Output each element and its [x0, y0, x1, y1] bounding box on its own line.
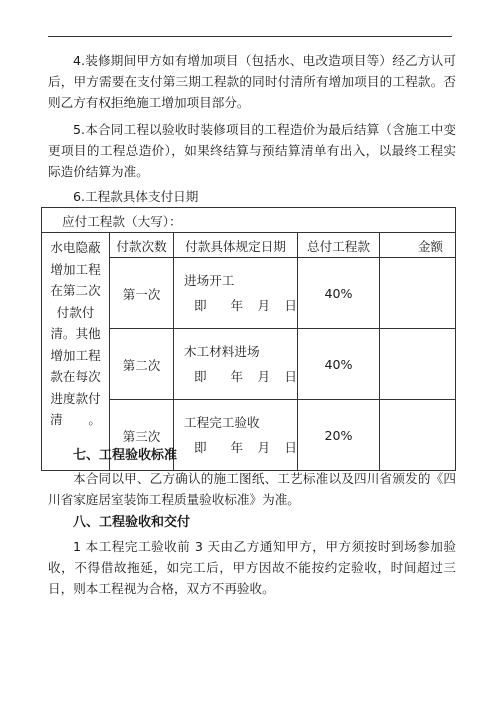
- date-year: 年: [230, 298, 244, 313]
- header-rule: [48, 36, 452, 37]
- date-day: 日: [284, 298, 297, 313]
- installment-condition: [174, 329, 298, 400]
- installment-condition: [174, 258, 298, 329]
- condition-text: 木工材料进场: [184, 344, 260, 359]
- condition-text: 工程完工验收: [184, 415, 260, 430]
- installment-percent: 40%: [298, 329, 380, 400]
- date-month: 月: [257, 440, 271, 455]
- date-year: 年: [230, 440, 244, 455]
- payment-schedule-table: [41, 207, 456, 471]
- section-8-body: 1 本工程完工验收前 3 天由乙方通知甲方，甲方须按时到场参加验收，不得借故拖延，如完工后，甲方因故不能按约定验收，时间超过三日，则本工程视为合格，双方不再验收。: [48, 539, 456, 596]
- section-7-body: 本合同以甲、乙方确认的施工图纸、工艺标准以及四川省颁发的《四川省家庭居室装饰工程质量验收标准》为准。: [48, 471, 456, 507]
- section-7-heading: 七、工程验收标准: [73, 448, 178, 463]
- date-lead: 即: [194, 298, 207, 313]
- clause-4: 4.装修期间甲方如有增加项目（包括水、电改造项目等）经乙方认可后，甲方需要在支付第三期工程款的同时付清所有增加项目的工程款。否则乙方有权拒绝施工增加项目部分。: [48, 53, 456, 110]
- date-blanks: [184, 293, 297, 318]
- header-condition: 付款具体规定日期: [174, 233, 298, 258]
- header-count: 付款次数: [110, 233, 174, 258]
- date-month: 月: [257, 369, 271, 384]
- installment-amount: [380, 400, 456, 471]
- installment-count: 第三次: [110, 400, 174, 471]
- date-day: 日: [284, 440, 297, 455]
- installment-percent: 40%: [298, 258, 380, 329]
- date-month: 月: [257, 298, 271, 313]
- clause-6: 6.工程款具体支付日期: [73, 189, 199, 204]
- header-amount: 金额: [380, 233, 456, 258]
- addition-payment-note: 水电隐蔽增加工程在第二次付款付清。其他增加工程款在每次进度款付清。: [42, 233, 110, 471]
- section-8-heading: 八、工程验收和交付: [73, 515, 191, 530]
- date-year: 年: [230, 369, 244, 384]
- date-blanks: [184, 435, 297, 460]
- installment-condition: [174, 400, 298, 471]
- installment-amount: [380, 258, 456, 329]
- installment-percent: 20%: [298, 400, 380, 471]
- amount-in-words-row: 应付工程款（大写）：: [42, 208, 456, 233]
- date-day: 日: [284, 369, 297, 384]
- installment-count: 第二次: [110, 329, 174, 400]
- installment-amount: [380, 329, 456, 400]
- date-lead: 即: [194, 440, 207, 455]
- date-blanks: [184, 364, 297, 389]
- condition-text: 进场开工: [184, 273, 235, 288]
- date-lead: 即: [194, 369, 207, 384]
- clause-5: 5.本合同工程以验收时装修项目的工程造价为最后结算（含施工中变更项目的工程总造价），如果终结算与预结算清单有出入，以最终工程实际造价结算为准。: [48, 122, 456, 179]
- installment-count: 第一次: [110, 258, 174, 329]
- header-percent: 总付工程款: [298, 233, 380, 258]
